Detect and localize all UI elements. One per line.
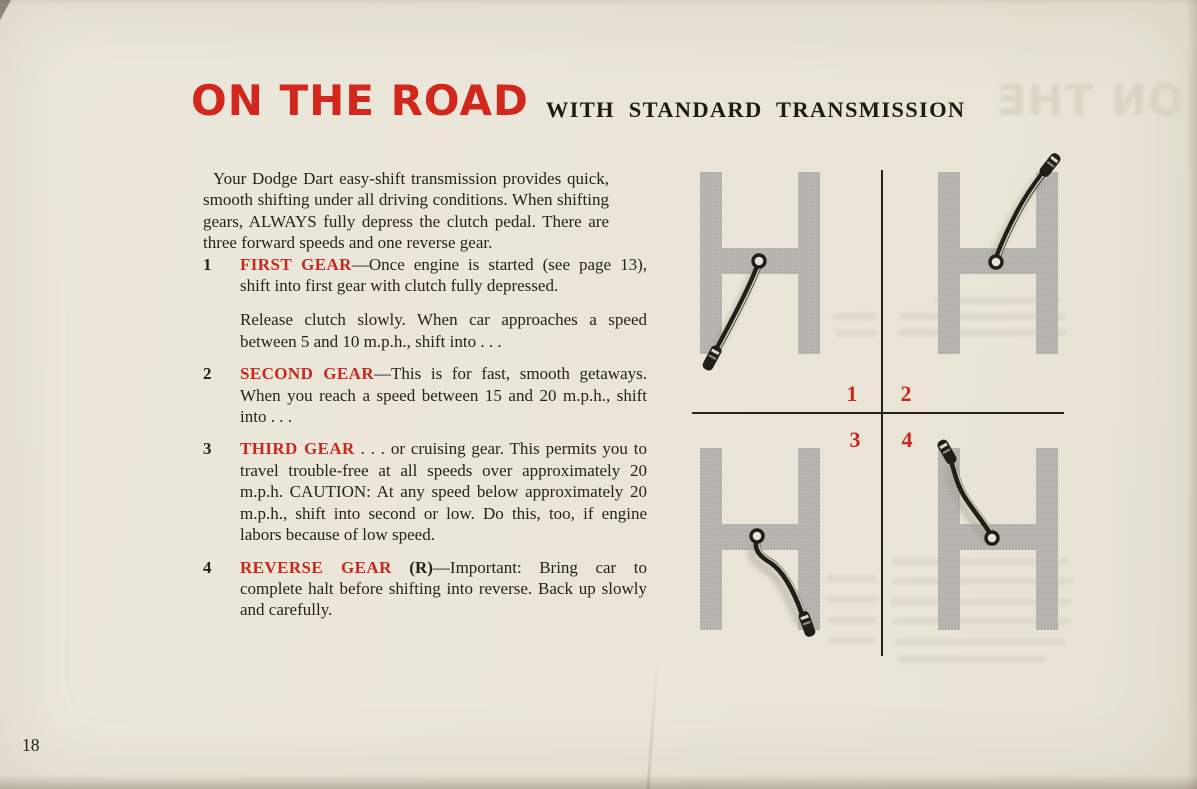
shift-pattern-diagram (670, 148, 1082, 682)
item-body-text: —Important: Bring car to complete halt before shifting into reverse. Back up slowly and carefully. (240, 557, 647, 620)
paper-edge-right (1186, 0, 1197, 789)
item-body-text: . . . or cruising gear. This permits you to travel trouble-free at all speeds over approximately 20 m.p.h. CAUTION: At any speed below approximately 20 m.p.h., shift into second or low. Do this, too, if engine labors because of low speed. (240, 439, 648, 545)
item-number: 3 (203, 439, 212, 459)
paper-edge-bottom (0, 775, 1197, 789)
title-subtitle: WITH STANDARD TRANSMISSION (545, 97, 966, 122)
item-body-text: —Once engine is started (see page 13), shift into first gear with clutch fully depressed. (240, 254, 647, 296)
intro-paragraph: Your Dodge Dart easy-shift transmission provides quick, smooth shifting under all driving conditions. When shifting gears, ALWAYS fully depress the clutch pedal. There are three forward speeds and one reverse gear. (203, 169, 609, 253)
gear-item (203, 254, 647, 353)
page-number: 18 (22, 735, 40, 755)
gear-heading: REVERSE GEAR (240, 557, 392, 577)
item-body-text: —This is for fast, smooth getaways. When you reach a speed between 15 and 20 m.p.h., shift into . . . (240, 364, 647, 427)
gear-item (203, 363, 647, 427)
item-text (240, 557, 647, 621)
body-copy (203, 168, 647, 632)
gear-label-4: 4 (901, 427, 913, 452)
item-text (240, 438, 647, 545)
gear-heading: THIRD GEAR (240, 439, 355, 459)
item-text (240, 363, 647, 427)
item-number: 2 (203, 364, 212, 384)
title-main: ON THE ROAD (191, 76, 529, 125)
paper-crease (647, 660, 659, 789)
gear-heading-bold-suffix: (R) (391, 557, 433, 577)
ghost-showthrough-title: ON THE (996, 76, 1185, 126)
gear-items-list (203, 254, 647, 621)
gear-label-1: 1 (846, 381, 858, 406)
page-title (191, 76, 966, 125)
paper-edge-top (0, 0, 1197, 5)
gear-heading: SECOND GEAR (240, 364, 375, 384)
item-extra-text: Release clutch slowly. When car approaches a speed between 5 and 10 m.p.h., shift into . . . (240, 310, 647, 351)
item-number: 4 (203, 557, 212, 577)
gear-heading: FIRST GEAR (240, 254, 352, 274)
gear-label-2: 2 (900, 381, 912, 406)
gear-item (203, 557, 647, 621)
item-text (240, 254, 647, 297)
gear-item (203, 438, 647, 545)
gear-label-3: 3 (849, 427, 861, 452)
item-number: 1 (203, 254, 212, 274)
